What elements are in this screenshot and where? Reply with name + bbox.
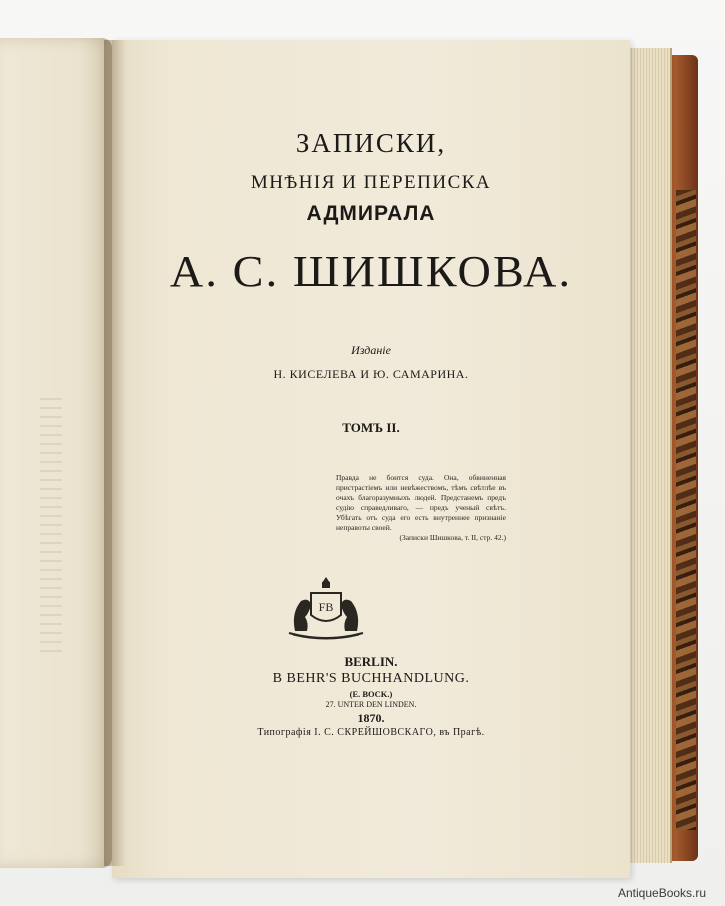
title-line-3: АДМИРАЛА (306, 202, 436, 225)
svg-text:FB: FB (318, 600, 334, 614)
imprint-owner: (E. BOCK.) (349, 689, 393, 699)
left-page (0, 38, 112, 868)
marbled-cover-edge (676, 190, 696, 830)
imprint-address: 27. UNTER DEN LINDEN. (325, 700, 417, 709)
printer-line: Типографія І. С. СКРЕЙШОВСКАГО, въ Прагѣ. (257, 727, 485, 738)
title-line-2: МНѢНІЯ И ПЕРЕПИСКА (250, 172, 492, 193)
epigraph-text: Правда не боится суда. Она, обвиненная пристрастіемъ или невѣжествомъ, тѣмъ свѣтлѣе въ очахъ благоразумныхъ людей. Предстанемъ предъ судію справедливаго, — предъ ученый свѣтъ. Убѣгать отъ суда его есть внутреннее признаніе неправоты своей. (336, 473, 506, 532)
epigraph-source: (Записки Шишкова, т. II, стр. 42.) (399, 533, 506, 542)
imprint-publisher: B BEHR'S BUCHHANDLUNG. (272, 671, 470, 686)
epigraph (336, 473, 506, 543)
edition-label: Изданіе (351, 343, 391, 357)
publisher-emblem-icon (281, 573, 371, 641)
imprint-year: 1870. (357, 711, 385, 725)
title-line-1: ЗАПИСКИ, (295, 128, 447, 158)
title-page (112, 40, 630, 878)
book-gutter-shadow (104, 40, 126, 866)
imprint-city: BERLIN. (344, 654, 398, 669)
watermark: AntiqueBooks.ru (618, 886, 707, 900)
editors: Н. КИСЕЛЕВА И Ю. САМАРИНА. (273, 367, 469, 381)
volume-label: ТОМЪ II. (342, 420, 400, 435)
author-name: А. С. ШИШКОВА. (169, 247, 573, 296)
bleed-through-text (40, 398, 62, 658)
